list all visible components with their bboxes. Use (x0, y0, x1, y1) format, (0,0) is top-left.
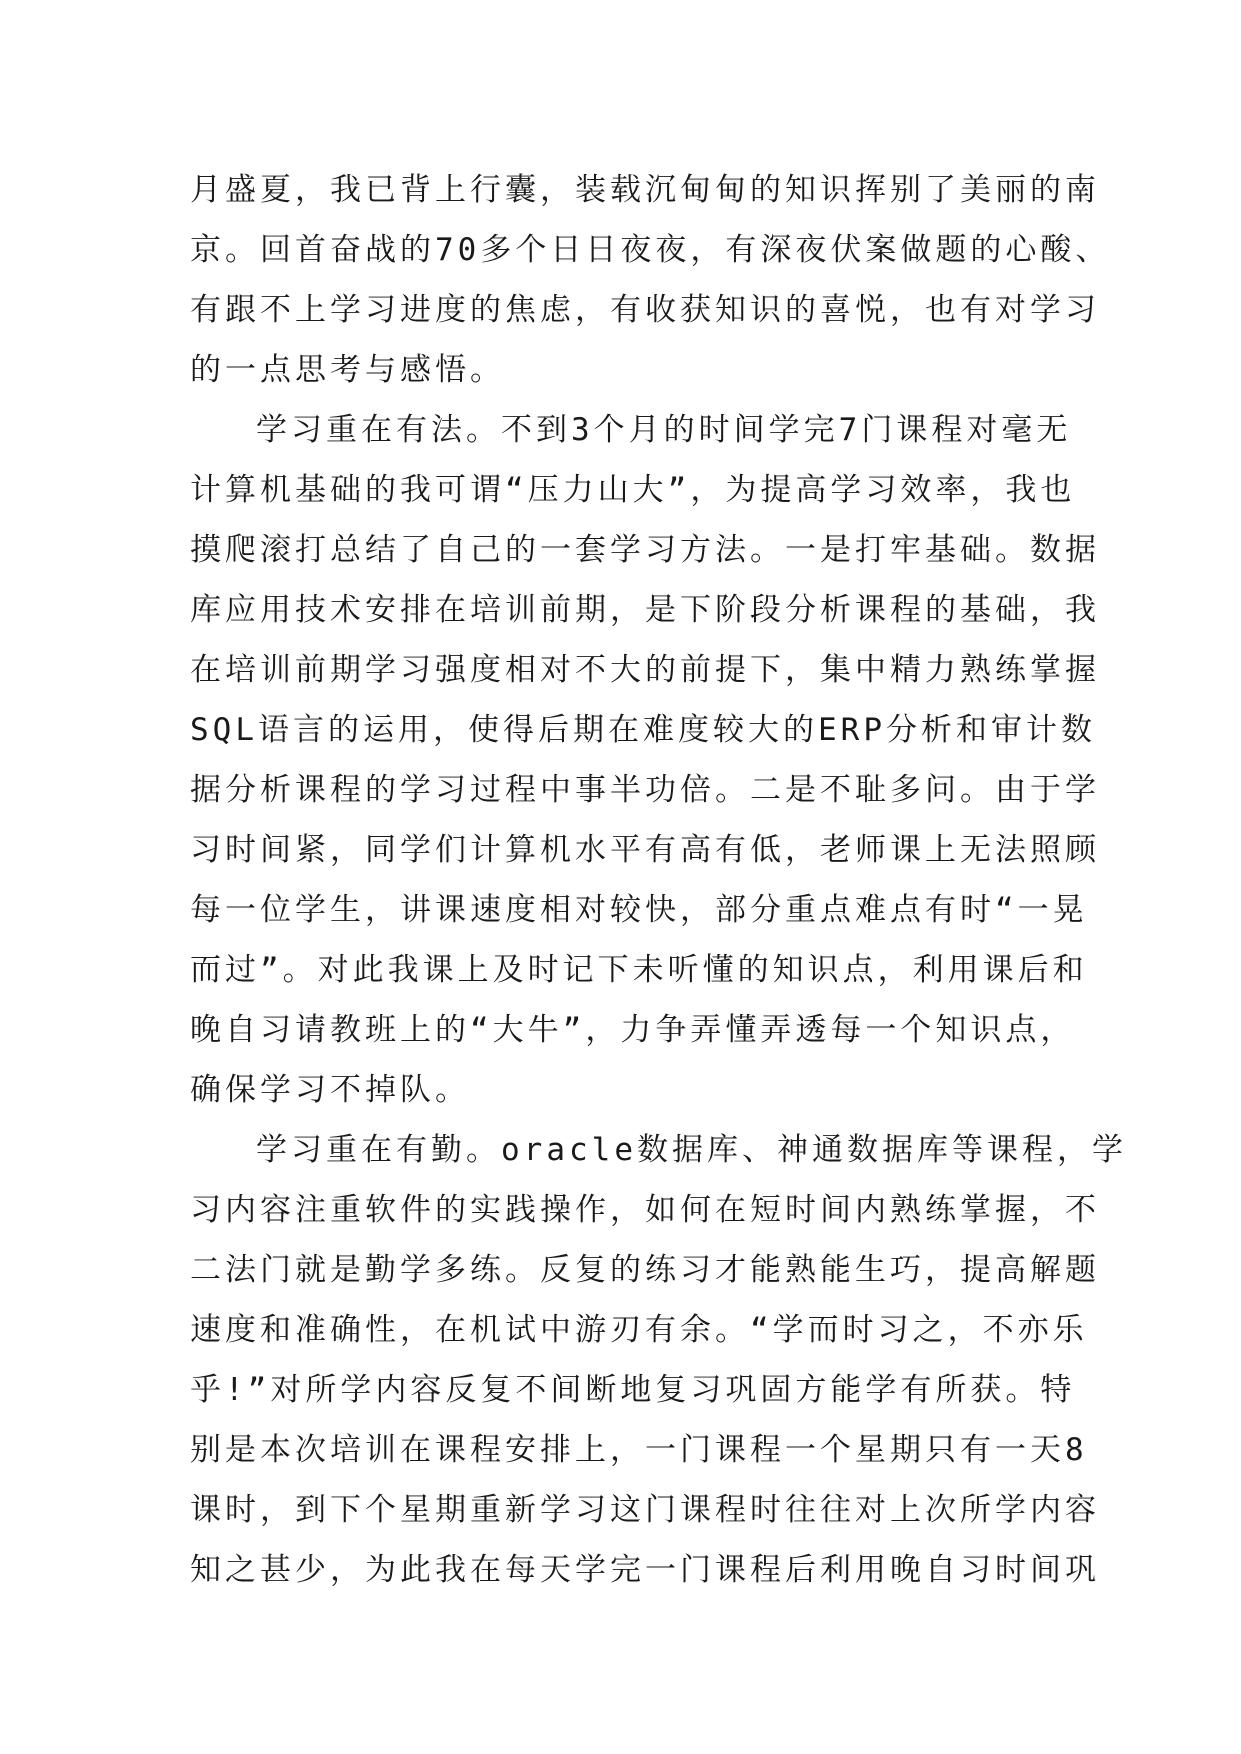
text-line: 二法门就是勤学多练。反复的练习才能熟能生巧，提高解题 (190, 1252, 1100, 1288)
text-line: 乎!”对所学内容反复不间断地复习巩固方能学有所获。特 (190, 1372, 1076, 1408)
text-line: 学习重在有法。不到3个月的时间学完7门课程对毫无 (256, 412, 1072, 448)
text-line: 而过”。对此我课上及时记下未听懂的知识点，利用课后和 (190, 952, 1088, 988)
paragraph-1 (190, 160, 1111, 400)
text-line: 确保学习不掉队。 (190, 1072, 470, 1108)
text-line: 速度和准确性，在机试中游刃有余。“学而时习之，不亦乐 (190, 1312, 1088, 1348)
text-line: 的一点思考与感悟。 (190, 352, 505, 388)
text-line: 据分析课程的学习过程中事半功倍。二是不耻多问。由于学 (190, 772, 1100, 808)
text-line: 有跟不上学习进度的焦虑，有收获知识的喜悦，也有对学习 (190, 292, 1100, 328)
text-line: 月盛夏，我已背上行囊，装载沉甸甸的知识挥别了美丽的南 (190, 172, 1100, 208)
text-line: 知之甚少，为此我在每天学完一门课程后利用晚自习时间巩 (190, 1552, 1100, 1588)
paragraph-2 (190, 400, 1100, 1120)
paragraph-3 (190, 1120, 1127, 1600)
text-line: 京。回首奋战的70多个日日夜夜，有深夜伏案做题的心酸、 (190, 232, 1111, 268)
text-line: 习内容注重软件的实践操作，如何在短时间内熟练掌握，不 (190, 1192, 1100, 1228)
text-line: 在培训前期学习强度相对不大的前提下，集中精力熟练掌握 (190, 652, 1100, 688)
text-line: 每一位学生，讲课速度相对较快，部分重点难点有时“一晃 (190, 892, 1088, 928)
text-line: 课时，到下个星期重新学习这门课程时往往对上次所学内容 (190, 1492, 1100, 1528)
text-line: 计算机基础的我可谓“压力山大”，为提高学习效率，我也 (190, 472, 1076, 508)
text-line: 库应用技术安排在培训前期，是下阶段分析课程的基础，我 (190, 592, 1100, 628)
text-line: SQL语言的运用，使得后期在难度较大的ERP分析和审计数 (190, 712, 1096, 748)
text-line: 学习重在有勤。oracle数据库、神通数据库等课程，学 (256, 1132, 1127, 1168)
text-line: 晚自习请教班上的“大牛”，力争弄懂弄透每一个知识点， (190, 1012, 1076, 1048)
text-line: 别是本次培训在课程安排上，一门课程一个星期只有一天8 (190, 1432, 1088, 1468)
text-line: 摸爬滚打总结了自己的一套学习方法。一是打牢基础。数据 (190, 532, 1100, 568)
text-line: 习时间紧，同学们计算机水平有高有低，老师课上无法照顾 (190, 832, 1100, 868)
text-body (190, 160, 1127, 1600)
